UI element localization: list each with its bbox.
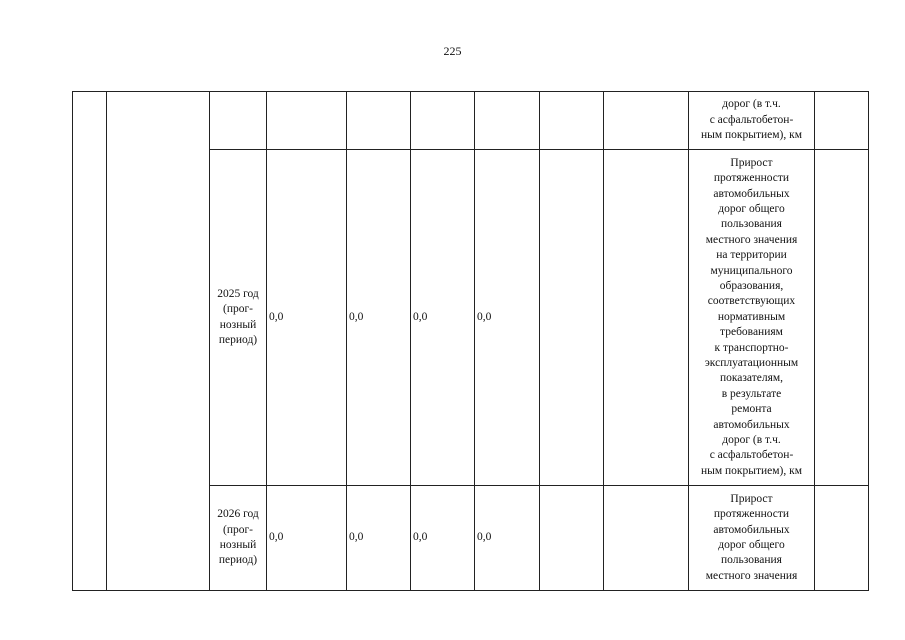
value-cell	[347, 92, 411, 150]
period-cell: 2025 год (прог- нозный период)	[210, 150, 267, 486]
value-cell: 0,0	[347, 486, 411, 591]
target-value-cell	[815, 92, 869, 150]
value-cell	[267, 92, 347, 150]
data-table	[72, 91, 869, 591]
period-cell	[210, 92, 267, 150]
value-cell: 0,0	[347, 150, 411, 486]
period-cell: 2026 год (прог- нозный период)	[210, 486, 267, 591]
indicator-cell: Прирост протяженности автомобильных дорог общего пользования местного значения	[689, 486, 815, 591]
indicator-cell: Прирост протяженности автомобильных дорог общего пользования местного значения на территории муниципального образования, соответствующих нормативным требованиям к транспортно- эксплуатационным показателям, в результате ремонта автомобильных дорог (в т.ч. с асфальтобетон- ным покрытием), км	[689, 150, 815, 486]
target-value-cell	[815, 150, 869, 486]
activity-name-cell	[107, 92, 210, 591]
empty-cell	[604, 486, 689, 591]
empty-cell	[604, 150, 689, 486]
value-cell: 0,0	[411, 150, 475, 486]
indicator-cell: дорог (в т.ч. с асфальтобетон- ным покрытием), км	[689, 92, 815, 150]
row-number-cell	[73, 92, 107, 591]
value-cell: 0,0	[475, 150, 540, 486]
page-number: 225	[443, 44, 462, 58]
value-cell: 0,0	[267, 486, 347, 591]
value-cell: 0,0	[475, 486, 540, 591]
empty-cell	[540, 486, 604, 591]
target-value-cell	[815, 486, 869, 591]
table-row	[73, 92, 869, 150]
value-cell	[475, 92, 540, 150]
empty-cell	[604, 92, 689, 150]
value-cell: 0,0	[411, 486, 475, 591]
empty-cell	[540, 92, 604, 150]
value-cell	[411, 92, 475, 150]
value-cell: 0,0	[267, 150, 347, 486]
empty-cell	[540, 150, 604, 486]
